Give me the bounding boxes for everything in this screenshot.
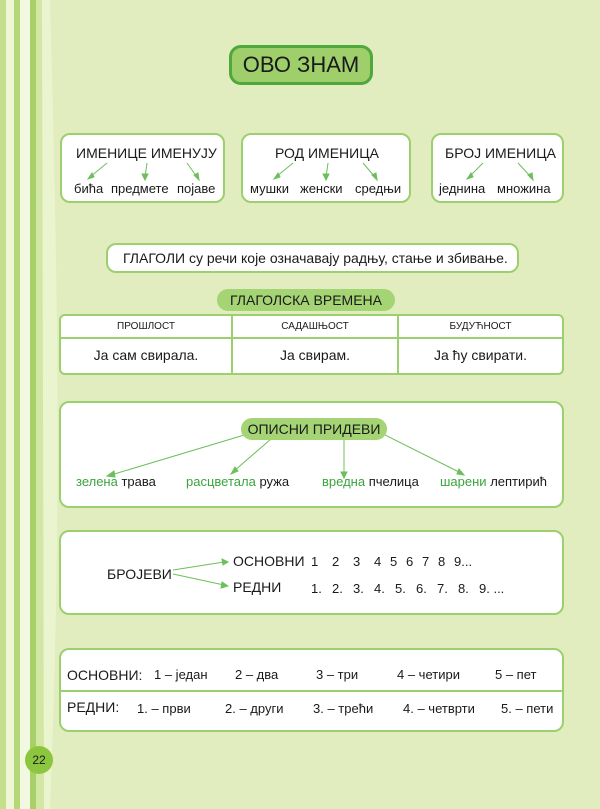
tenses-title: ГЛАГОЛСКА ВРЕМЕНА — [217, 289, 395, 311]
ordinal-value: 2. — [332, 581, 343, 596]
noun-item: мушки — [250, 181, 289, 196]
cardinal-value: 5 — [390, 554, 398, 569]
adjective-pair — [440, 474, 547, 489]
ordinal-words-label: РЕДНИ: — [67, 699, 120, 715]
adjective-pair — [186, 474, 289, 489]
ordinal-word: 4. – четврти — [403, 701, 475, 716]
tenses-header-divider — [61, 337, 562, 339]
tense-header: БУДУЋНОСТ — [449, 321, 512, 332]
tense-example: Ја свирам. — [279, 347, 351, 363]
ordinal-values — [311, 581, 504, 596]
page-title: ОВО ЗНАМ — [229, 45, 373, 85]
noun-number-header: БРОЈ ИМЕНИЦА — [445, 145, 556, 161]
noun-item: средњи — [355, 181, 402, 196]
verbs-definition-text: су речи које означавају радњу, стање и збивање. — [189, 250, 508, 266]
numbers-arrows — [61, 532, 566, 617]
ordinal-value: 6. — [416, 581, 427, 596]
noun-gender-box — [241, 133, 411, 203]
cardinal-value: 3 — [353, 554, 361, 569]
adjectives-title: ОПИСНИ ПРИДЕВИ — [241, 418, 387, 440]
cardinal-values — [311, 554, 472, 569]
ordinal-value: 4. — [374, 581, 385, 596]
ordinal-word: 5. – пети — [501, 701, 554, 716]
adjective-word: расцветала — [186, 474, 256, 489]
adjectives-box — [59, 401, 564, 508]
ordinal-word: 1. – први — [137, 701, 191, 716]
number-words-divider — [61, 690, 562, 692]
cardinal-label: ОСНОВНИ — [233, 553, 305, 569]
adjective-pair — [322, 474, 419, 489]
noun-gender-header: РОД ИМЕНИЦА — [275, 145, 379, 161]
ordinal-value: 9. ... — [479, 581, 505, 596]
cardinal-word: 5 – пет — [495, 667, 537, 682]
cardinal-value: 6 — [406, 554, 414, 569]
ordinal-word: 3. – трећи — [313, 701, 374, 716]
number-words-box — [59, 648, 564, 732]
ordinal-value: 5. — [395, 581, 406, 596]
ordinal-value: 8. — [458, 581, 469, 596]
adjective-word: шарени — [440, 474, 487, 489]
ordinal-value: 1. — [311, 581, 322, 596]
tense-example: Ја ћу свирати. — [434, 347, 527, 363]
verbs-term: ГЛАГОЛИ — [123, 250, 186, 266]
nouns-naming-box — [60, 133, 225, 203]
cardinal-value: 4 — [374, 554, 382, 569]
ordinal-value: 3. — [353, 581, 364, 596]
adjective-word: вредна — [322, 474, 366, 489]
cardinal-value: 7 — [422, 554, 430, 569]
noun-item: женски — [300, 181, 343, 196]
ordinal-word: 2. – други — [225, 701, 284, 716]
cardinal-value: 9... — [454, 554, 473, 569]
adjective-noun: пчелица — [368, 474, 419, 489]
tense-example: Ја сам свирала. — [93, 347, 199, 363]
noun-item: бића — [74, 181, 104, 196]
noun-item: предмете — [111, 181, 169, 196]
cardinal-value: 2 — [332, 554, 340, 569]
noun-number-box — [431, 133, 564, 203]
numbers-box — [59, 530, 564, 615]
nouns-naming-header: ИМЕНИЦЕ ИМЕНУЈУ — [76, 145, 217, 161]
adjective-noun: ружа — [259, 474, 290, 489]
verbs-definition — [123, 250, 508, 266]
adjective-word: зелена — [76, 474, 118, 489]
ordinal-value: 7. — [437, 581, 448, 596]
cardinal-word: 1 – један — [154, 667, 208, 682]
cardinal-word: 3 – три — [316, 667, 359, 682]
noun-item: једнина — [439, 181, 486, 196]
adjective-noun: лептирић — [490, 474, 547, 489]
cardinal-word: 2 – два — [235, 667, 279, 682]
adjective-pair — [76, 474, 156, 489]
noun-item: појаве — [177, 181, 216, 196]
tenses-table — [59, 314, 564, 375]
cardinal-value: 1 — [311, 554, 319, 569]
cardinal-words-label: ОСНОВНИ: — [67, 667, 143, 683]
cardinal-value: 8 — [438, 554, 446, 569]
tense-header: ПРОШЛОСТ — [117, 321, 175, 332]
numbers-label: БРОЈЕВИ — [107, 566, 172, 582]
verbs-definition-box — [106, 243, 519, 273]
cardinal-word: 4 – четири — [397, 667, 460, 682]
noun-item: множина — [497, 181, 551, 196]
page-number: 22 — [25, 746, 53, 774]
tense-header: САДАШЊОСТ — [281, 321, 349, 332]
adjective-noun: трава — [121, 474, 156, 489]
ordinal-label: РЕДНИ — [233, 579, 282, 595]
